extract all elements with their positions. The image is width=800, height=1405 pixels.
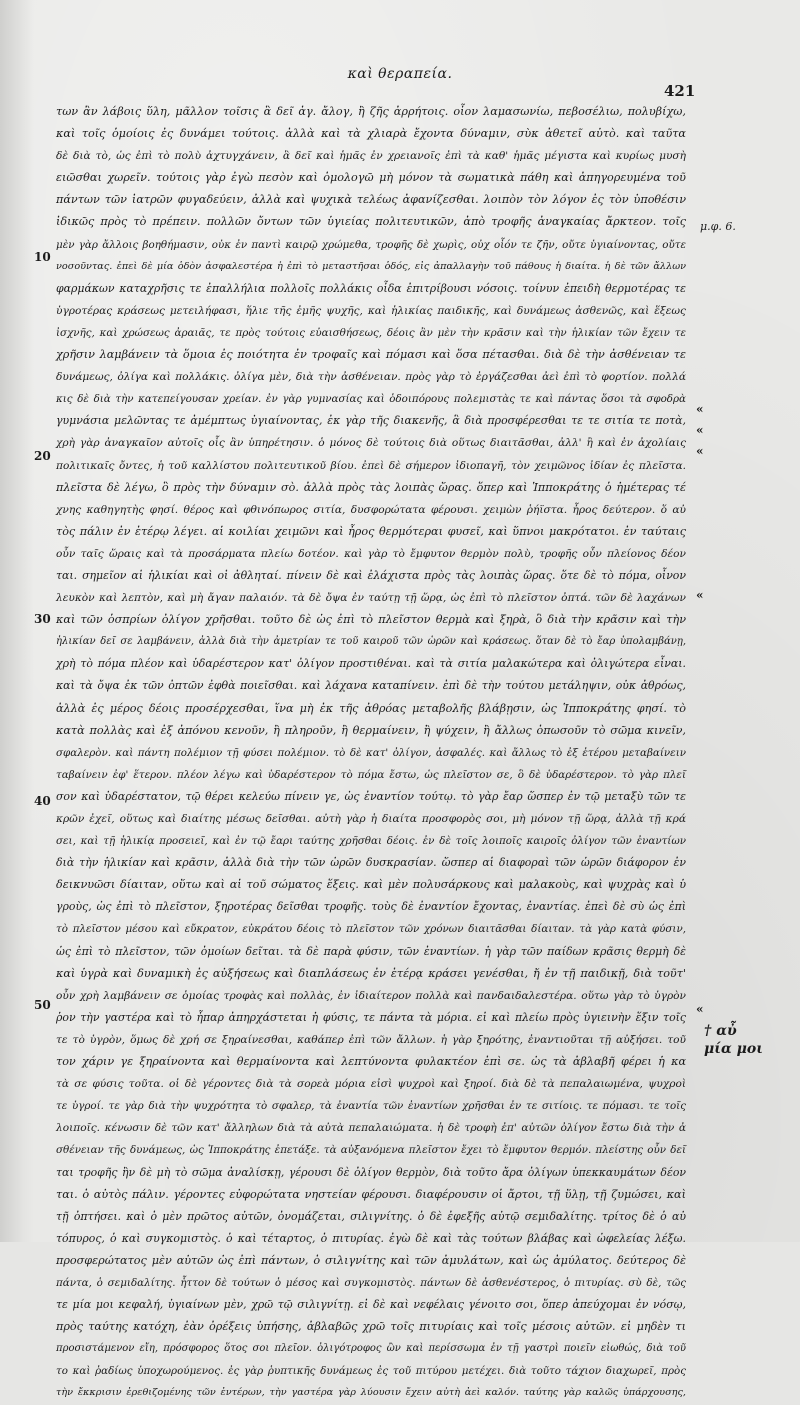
marginal-correction-line: † αὖ (704, 1023, 737, 1039)
text-line: τὰ σε φύσις τοῦτα. οἱ δὲ γέροντες διὰ τὰ σορεὰ μόρια εἰσὶ ψυχροὶ καὶ ξηροί. διὰ δὲ τὰ πεπαλαιωμένα, ψυχροὶ (56, 1078, 686, 1091)
text-line: ειῶσθαι χωρεῖν. τούτοις γὰρ ἐγὼ πεσὸν καὶ ὁμολογῶ μὴ μόνον τὰ σωματικὰ πάθη καὶ ἀπηγορευμένα τοῦ (56, 171, 686, 185)
quote-mark: « (696, 1002, 704, 1016)
text-line: τὸς πάλιν ἐν ἑτέρῳ λέγει. αἱ κοιλίαι χειμῶνι καὶ ἦρος θερμότεραι φυσεῖ, καὶ ὕπνοι μακρότατοι. ἐν ταύταις (56, 524, 686, 538)
text-line: πλεῖστα δὲ λέγω, ὃ πρὸς τὴν δύναμιν σὸ. ἀλλὰ πρὸς τὰς λοιπὰς ὥρας. ὅπερ καὶ Ἱπποκράτης ὁ ἡμέτερας τέ (56, 480, 686, 494)
text-line: δυνάμεως, ὀλίγα καὶ πολλάκις. ὀλίγα μὲν, διὰ τὴν ἀσθένειαν. πρὸς γὰρ τὸ ἐργάζεσθαι ἀεὶ ἐπὶ τὸ φορτίον. πολλά (56, 371, 686, 384)
text-line: τε ὑγροί. τε γὰρ διὰ τὴν ψυχρότητα τὸ σφαλερ, τὰ ἐναντία τῶν ἐναντίων χρῆσθαι ἐν τε σιτίοις. τε πόμασι. τε τοῖς (56, 1100, 686, 1113)
text-line: ται. ὁ αὐτὸς πάλιν. γέροντες εὐφορώτατα νηστείαν φέρουσι. διαφέρουσιν οἱ ἄρτοι, τῇ ὕλῃ, τῇ ζυμώσει, καὶ (56, 1187, 686, 1201)
line-number-40: 40 (34, 794, 51, 808)
text-line: χρὴ γὰρ ἀναγκαῖον αὐτοῖς οἷς ἂν ὑπηρέτησιν. ὁ μόνος δὲ τούτοις διὰ οὕτως διαιτᾶσθαι, ἀλλ' ἢ καὶ ἐν ἀχολίαις (56, 437, 686, 450)
text-line: προσιστάμενον εἴη, πρόσφορος ὅτος σοι πλεῖον. ὀλιγότροφος ὢν καὶ περίσσωμα ἐν τῇ γαστρὶ ποιεῖν εἰωθώς, διὰ τοῦ (56, 1343, 686, 1355)
text-line: οὖν ταῖς ὥραις καὶ τὰ προσάρματα πλείω δοτέον. καὶ γὰρ τὸ ἔμφυτον θερμὸν πολὺ, τροφῆς οὖν πλείονος δέον (56, 547, 686, 560)
text-line: χρὴ τὸ πόμα πλέον καὶ ὑδαρέστερον κατ' ὀλίγον προστιθέναι. καὶ τὰ σιτία μαλακώτερα καὶ ὀλιγώτερα εἶναι. (56, 657, 686, 671)
text-line: τὴν ἔκκρισιν ἐρεθιζομένης τῶν ἐντέρων, τὴν γαστέρα γὰρ λύουσιν ἔχειν αὐτὴ ἀεὶ καλόν. ταύτης γὰρ καλῶς ὑπάρχουσης, (56, 1387, 686, 1399)
text-line: νοσοῦντας. ἐπεὶ δὲ μία ὁδὸν ἀσφαλεστέρα ἡ ἐπὶ τὸ μεταστῆσαι ὁδός, εἰς ἀπαλλαγὴν τοῦ πάθους ἡ διαίτα. ἡ δὲ τῶν ἄλλων (56, 260, 686, 272)
page-number: 421 (664, 82, 696, 100)
text-line: ὑγροτέρας κράσεως μετειλήφασι, ἥλιε τῆς ἐμῆς ψυχῆς, καὶ ἡλικίας παιδικῆς, καὶ δυνάμεως ἀσθενῶς, καὶ ἕξεως (56, 304, 686, 317)
text-line: τῇ ὀπτήσει. καὶ ὁ μὲν πρῶτος αὐτῶν, ὀνομάζεται, σιλιγνίτης. ὁ δὲ ἐφεξῆς αὐτῷ σεμιδαλίτης. τρίτος δὲ ὁ αὐ (56, 1209, 686, 1223)
line-number-50: 50 (34, 998, 51, 1012)
text-line: τε τὸ ὑγρὸν, ὅμως δὲ χρή σε ξηραίνεσθαι, καθάπερ ἐπὶ τῶν ἄλλων. ἡ γὰρ ξηρότης, ἐναντιοῦται τῇ αὐξήσει. τοῦ (56, 1033, 686, 1046)
text-line: ἀλλὰ ἐς μέρος δέοις προσέρχεσθαι, ἵνα μὴ ἐκ τῆς ἀθρόας μεταβολῆς βλάβῃσιν, ὡς Ἱπποκράτης φησί. τὸ (56, 701, 686, 715)
text-line: λοιποῖς. κένωσιν δὲ τῶν κατ' ἄλληλων διὰ τὰ αὐτὰ πεπαλαιώματα. ἡ δὲ τροφὴ ἐπ' αὐτῶν ὀλίγον ἔστω διὰ τὴν ἀ (56, 1122, 686, 1135)
marginal-correction-note (704, 1022, 763, 1058)
text-line: σει, καὶ τῇ ἡλικίᾳ προσειεῖ, καὶ ἐν τῷ ἔαρι ταύτης χρῆσθαι δέοις. ἐν δὲ τοῖς λοιποῖς καιροῖς ὀλίγον τῶν ἐναντίων (56, 835, 686, 848)
text-line: ῥον τὴν γαστέρα καὶ τὸ ἧπαρ ἀπηρχάστεται ἡ φύσις, τε πάντα τὰ μόρια. εἰ καὶ πλείω πρὸς ὑγιεινὴν ἕξιν τοῖς (56, 1010, 686, 1024)
text-line: ἰσχνῆς, καὶ χρώσεως ἀραιᾶς, τε πρὸς τούτοις εὐαισθήσεως, δέοις ἂν μὲν τὴν κρᾶσιν καὶ τὴν ἡλικίαν τῶν ἔχειν τε (56, 326, 686, 339)
text-line: τε μία μοι κεφαλή, ὑγιαίνων μὲν, χρῶ τῷ σιλιγνίτῃ. εἰ δὲ καὶ νεφέλαις γένοιτο σοι, ὅπερ ἀπεύχομαι ἐν νόσῳ, (56, 1298, 686, 1312)
text-line: καὶ ὑγρὰ καὶ δυναμικὴ ἐς αὐξήσεως καὶ διαπλάσεως ἐν ἑτέρᾳ κράσει γενέσθαι, ἤ ἐν τῇ παιδικῇ, διὰ τοῦτ' (56, 966, 686, 980)
text-line: των ἂν λάβοις ὕλη, μᾶλλον τοῖσις ἃ δεῖ ἁγ. ἄλογ, ἢ ζῆς ἀρρήτοις. οἷον λαμασωνίω, πεβοσέλιω, πολυβίχω, (56, 105, 686, 118)
text-line: τον χάριν γε ξηραίνοντα καὶ θερμαίνοντα καὶ λεπτύνοντα φυλακτέον ἐπὶ σε. ὡς τὰ ἀβλαβῆ φέρει ἡ κα (56, 1055, 686, 1069)
text-line: καὶ τῶν ὁσπρίων ὀλίγον χρῆσθαι. τοῦτο δὲ ὡς ἐπὶ τὸ πλεῖστον θερμὰ καὶ ξηρὰ, ὃ διὰ τὴν κρᾶσιν καὶ τὴν (56, 613, 686, 627)
text-line: καὶ τὰ ὄψα ἐκ τῶν ὀπτῶν ἐφθὰ ποιεῖσθαι. καὶ λάχανα καταπίνειν. ἐπὶ δὲ τὴν τούτου μετάληψιν, οὐκ ἀθρόως, (56, 679, 686, 693)
line-number-10: 10 (34, 250, 51, 264)
margin-reference-note: μ.φ. 6. (700, 220, 736, 233)
text-line: λευκὸν καὶ λεπτὸν, καὶ μὴ ἄγαν παλαιόν. τὰ δὲ ὄψα ἐν ταύτῃ τῇ ὥρᾳ, ὡς ἐπὶ τὸ πλεῖστον ὀπτά. τῶν δὲ λαχάνων (56, 592, 686, 605)
text-line: γροὺς, ὡς ἐπὶ τὸ πλεῖστον, ξηροτέρας δεῖσθαι τροφῆς. τοὺς δὲ ἐναντίον ἔχοντας, ἐναντίας. ἐπεὶ δὲ σὺ ὡς ἐπὶ (56, 900, 686, 914)
text-line: διὰ τὴν ἡλικίαν καὶ κρᾶσιν, ἀλλὰ διὰ τὴν τῶν ὡρῶν δυσκρασίαν. ὥσπερ αἱ διαφοραὶ τῶν ὡρῶν διάφορον ἐν (56, 856, 686, 870)
text-line: χνης καθηγητὴς φησί. θέρος καὶ φθινόπωρος σιτία, δυσφορώτατα φέρουσι. χειμὼν ῥήϊστα. ἦρος δεύτερον. ὅ αὐ (56, 503, 686, 516)
quote-mark: « (696, 588, 704, 602)
text-line: γυμνάσια μελῶντας τε ἀμέμπτως ὑγιαίνοντας, ἐκ γὰρ τῆς διακενῆς, ἃ διὰ προσφέρεσθαι τε τε σιτία τε ποτὰ, (56, 414, 686, 428)
quote-mark: « (696, 423, 704, 437)
text-line: κατὰ πολλὰς καὶ ἐξ ἀπόνου κενοῦν, ἢ πληροῦν, ἢ θερμαίνειν, ἢ ψύχειν, ἢ ἄλλως ὁπωσοῦν τὸ σῶμα κινεῖν, (56, 723, 686, 737)
text-line: ται τροφῆς ἢν δὲ μὴ τὸ σῶμα ἀναλίσκῃ, γέρουσι δὲ ὀλίγον θερμὸν, διὰ τοῦτο ἄρα ὀλίγων ὑπεκκαυμάτων δέον (56, 1165, 686, 1179)
running-head: καὶ θεραπεία. (347, 66, 453, 82)
text-line: φαρμάκων καταχρῆσις τε ἐπαλλήλια πολλοῖς πολλάκις οἶδα ἐπιτρίβουσι νόσοις. τοίνυν ἐπειδὴ θερμοτέρας τε (56, 281, 686, 295)
text-line: κις δὲ διὰ τὴν κατεπείγουσαν χρείαν. ἐν γὰρ γυμνασίας καὶ ὁδοιπόρους πολεμιστὰς τε καὶ πάντας ὅσοι τὰ σφοδρὰ (56, 393, 686, 406)
text-line: ἡλικίαν δεῖ σε λαμβάνειν, ἀλλὰ διὰ τὴν ἀμετρίαν τε τοῦ καιροῦ τῶν ὡρῶν καὶ κράσεως. ὅταν δὲ τὸ ἔαρ ὑπολαμβάνῃ, (56, 636, 686, 648)
text-line: πολιτικαῖς ὄντες, ἡ τοῦ καλλίστου πολιτευτικοῦ βίου. ἐπεὶ δὲ σήμερον ἰδιοπαγῆ, τὸν χειμῶνος ἰδίαν ἐς πλεῖστα. (56, 459, 686, 472)
marginal-correction-line: μία μοι (704, 1041, 764, 1057)
page-binding-edge (0, 0, 34, 1242)
text-line: κρῶν ἐχεῖ, οὕτως καὶ διαίτης μέσως δεῖσθαι. αὐτὴ γὰρ ἡ διαίτα προσφορὸς σοι, μὴ μόνον τῇ ὥρᾳ, ἀλλὰ τῇ κρά (56, 813, 686, 825)
text-line: καὶ τοῖς ὁμοίοις ἐς δυνάμει τούτοις. ἀλλὰ καὶ τὰ χλιαρὰ ἔχοντα δύναμιν, σὺκ ἀθετεῖ αὐτὸ. καὶ ταῦτα (56, 127, 686, 141)
text-line: σθένειαν τῆς δυνάμεως, ὡς Ἱπποκράτης ἐπετάξε. τὰ αὐξανόμενα πλεῖστον ἔχει τὸ ἔμφυτον θερμόν. πλείστης οὖν δεῖ (56, 1144, 687, 1157)
text-line: τόπυρος, ὁ καὶ συγκομιστὸς. ὁ καὶ τέταρτος, ὁ πιτυρίας. ἐγὼ δὲ καὶ τὰς τούτων βλάβας καὶ ὠφελείας λέξω. (56, 1231, 686, 1245)
text-line: ταβαίνειν ἐφ' ἕτερον. πλέον λέγω καὶ ὑδαρέστερον τὸ πόμα ἔστω, ὡς πλεῖστον σε, ὃ δὲ ὑδαρέστερον. τὸ γὰρ πλεῖ (56, 768, 686, 781)
text-line: σφαλερὸν. καὶ πάντη πολέμιον τῇ φύσει πολέμιον. τὸ δὲ κατ' ὀλίγον, ἀσφαλές. καὶ ἄλλως τὸ ἐξ ἑτέρου μεταβαίνειν (56, 746, 686, 759)
text-line: οὖν χρὴ λαμβάνειν σε ὁμοίας τροφὰς καὶ πολλὰς, ἐν ἰδιαίτερον πολλὰ καὶ πανδαιδαλεστέρα. οὕτω γὰρ τὸ ὑγρὸν (56, 989, 686, 1002)
line-number-30: 30 (34, 612, 51, 626)
text-line: το καὶ ῥαδίως ὑποχωρούμενος. ἐς γὰρ ῥυπτικῆς δυνάμεως ἐς τοῦ πιτύρου μετέχει. διὰ τοῦτο τάχιον διαχωρεῖ, πρὸς (56, 1365, 686, 1378)
text-line: ἰδικῶς πρὸς τὸ πρέπειν. πολλῶν ὄντων τῶν ὑγιείας πολιτευτικῶν, ἀπὸ τροφῆς ἀναγκαίας ἄρκτεον. τοῖς (56, 215, 686, 229)
text-line: πάντα, ὁ σεμιδαλίτης. ἧττον δὲ τούτων ὁ μέσος καὶ συγκομιστὸς. πάντων δὲ ἀσθενέστερος, ὁ πιτυρίας. σὺ δὲ, τῶς (56, 1276, 686, 1289)
body-text (56, 101, 687, 1399)
line-number-20: 20 (34, 449, 51, 463)
text-line: τὸ πλεῖστον μέσου καὶ εὔκρατον, εὐκράτου δέοις τὸ πλεῖστον τῶν χρόνων διαιτᾶσθαι δίαιταν. τὰ γὰρ κατὰ φύσιν, (56, 923, 686, 936)
text-line: πάντων τῶν ἰατρῶν φυγαδεύειν, ἀλλὰ καὶ ψυχικὰ τελέως ἀφανίζεσθαι. λοιπὸν τὸν λόγον ἐς τὸν ὑποθέσιν (56, 193, 686, 207)
text-line: δεικνυῶσι δίαιταν, οὕτω καὶ αἱ τοῦ σώματος ἕξεις. καὶ μὲν πολυσάρκους καὶ μαλακοὺς, καὶ ψυχρὰς καὶ ὑ (56, 878, 686, 892)
text-line: ται. σημεῖον αἱ ἡλικίαι καὶ οἱ ἀθληταί. πίνειν δὲ καὶ ἐλάχιστα πρὸς τὰς λοιπὰς ὥρας. ὅτε δὲ τὸ πόμα, οἶνον (56, 568, 686, 582)
text-line: προσφερώτατος μὲν αὐτῶν ὡς ἐπὶ πάντων, ὁ σιλιγνίτης καὶ τῶν ἀμυλάτων, καὶ ὡς ἀμύλατος. δεύτερος δὲ (56, 1253, 686, 1267)
text-line: σον καὶ ὑδαρέστατον, τῷ θέρει κελεύω πίνειν γε, ὡς ἐναντίον τούτῳ. τὸ γὰρ ἔαρ ὥσπερ ἐν τῷ μεταξὺ τῶν τε (56, 789, 686, 803)
text-line: μὲν γὰρ ἄλλοις βοηθήμασιν, οὐκ ἐν παντὶ καιρῷ χρώμεθα, τροφῆς δὲ χωρὶς, οὐχ οἷόν τε ζῆν, οὔτε ὑγιαίνοντας, οὔτε (56, 238, 686, 251)
text-line: χρῆσιν λαμβάνειν τὰ ὅμοια ἐς ποιότητα ἐν τροφαῖς καὶ πόμασι καὶ ὅσα πέτασθαι. διὰ δὲ τὴν ἀσθένειαν τε (56, 348, 686, 362)
quote-mark: « (696, 444, 704, 458)
text-line: πρὸς ταύτης κατόχη, ἐὰν ὀρέξεις ὑπήσης, ἀβλαβῶς χρῶ τοῖς πιτυρίαις καὶ τοῖς μέσοις αὐτῶν. εἰ μηδὲν τι (56, 1320, 686, 1334)
text-line: δὲ διὰ τὸ, ὡς ἐπὶ τὸ πολὺ ἀχτυγχάνειν, ἃ δεῖ καὶ ἡμᾶς ἐν χρειανοῖς ἐπὶ τὰ καθ' ἡμᾶς μέγιστα καὶ κυρίως μυσὴ (56, 150, 686, 163)
text-line: ὡς ἐπὶ τὸ πλεῖστον, τῶν ὁμοίων δεῖται. τὰ δὲ παρὰ φύσιν, τῶν ἐναντίων. ἡ γὰρ τῶν παίδων κρᾶσις θερμὴ δὲ (56, 944, 686, 958)
quote-mark: « (696, 402, 704, 416)
